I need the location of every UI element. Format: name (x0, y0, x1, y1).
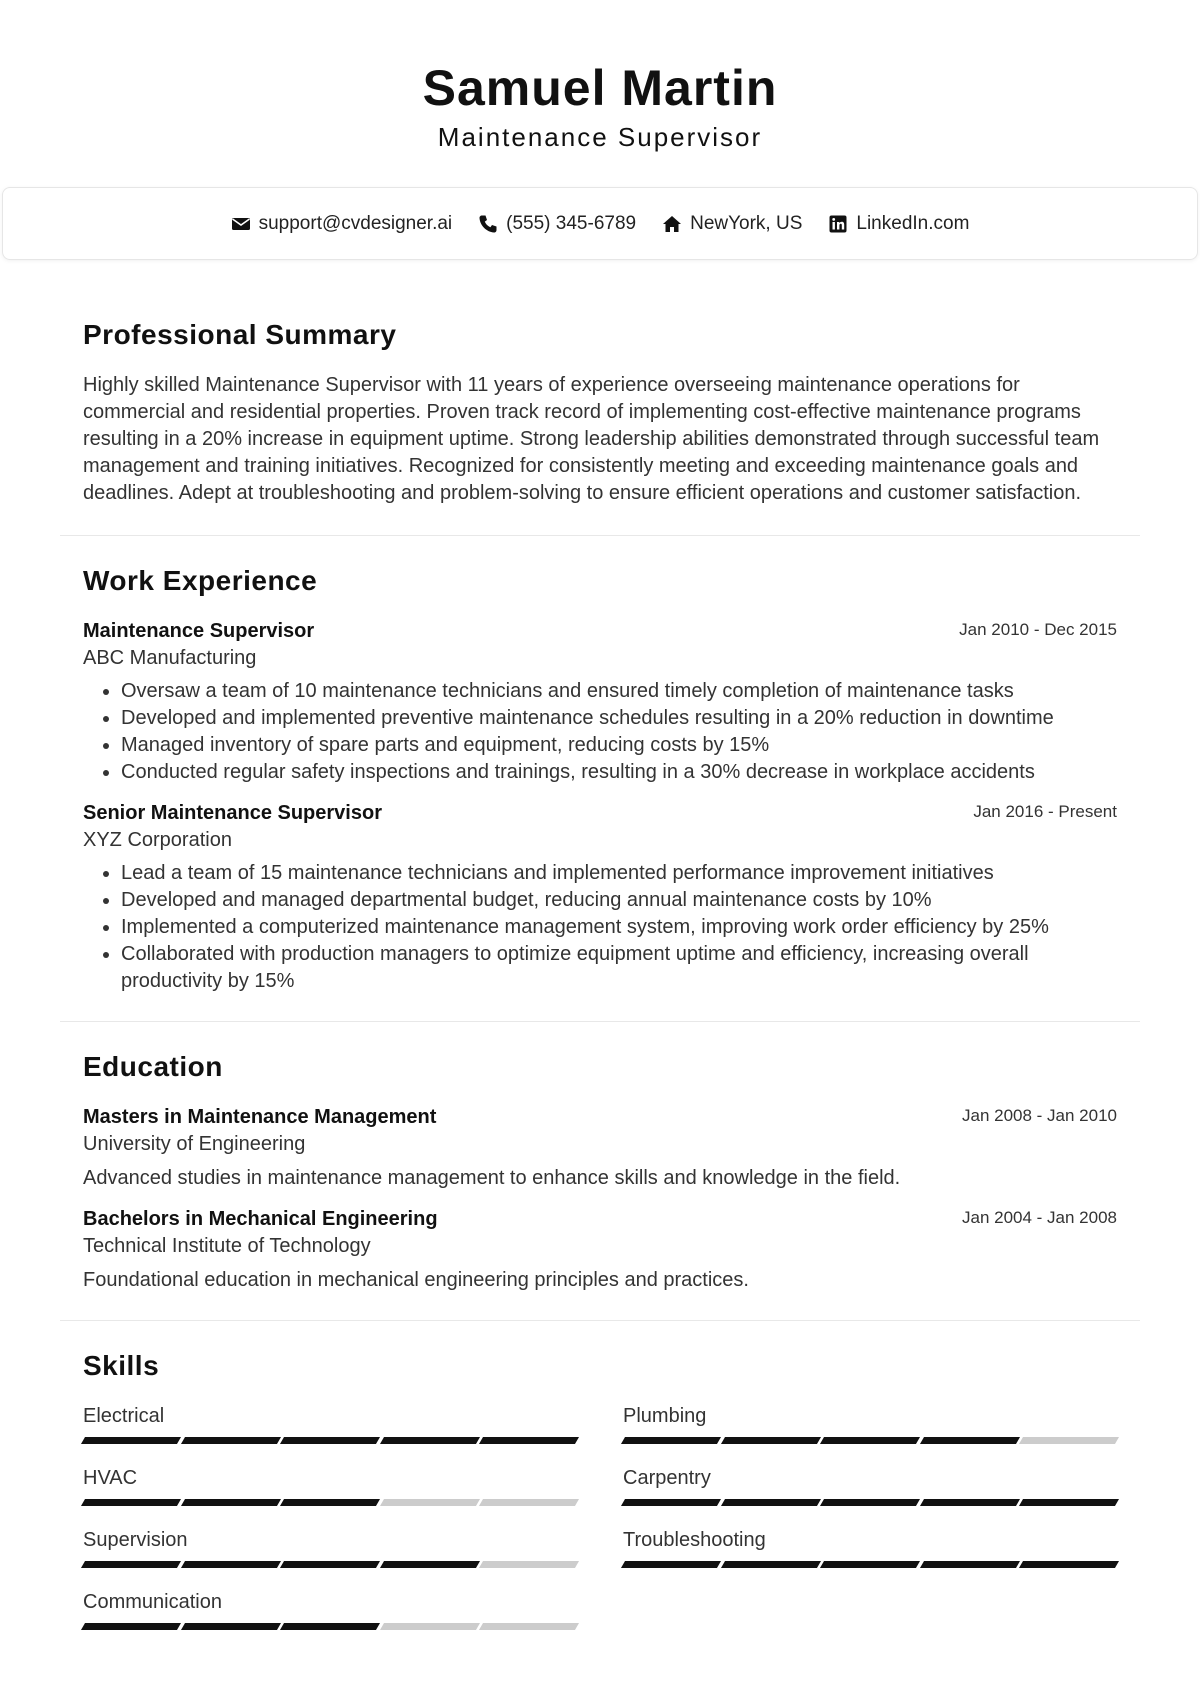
job-bullet: • Developed and managed departmental budget, reducing annual maintenance costs by 10% (121, 887, 1117, 914)
skill-segment-filled (820, 1499, 920, 1506)
education-entry (83, 1104, 1117, 1192)
skill-level-bar (83, 1561, 577, 1569)
skill-segment-filled (621, 1561, 721, 1568)
skill-item (83, 1527, 577, 1569)
skill-name: Troubleshooting (623, 1529, 766, 1551)
skill-name: Carpentry (623, 1467, 711, 1489)
contact-email[interactable] (231, 213, 453, 235)
job-entry (83, 618, 1117, 786)
section-divider (60, 1021, 1140, 1022)
linkedin-text: LinkedIn.com (856, 212, 970, 234)
skill-segment-filled (721, 1561, 821, 1568)
skill-segment-filled (920, 1437, 1020, 1444)
skill-segment-filled (81, 1623, 181, 1630)
skill-name: HVAC (83, 1467, 138, 1489)
job-company: XYZ Corporation (83, 829, 232, 851)
candidate-title: Maintenance Supervisor (437, 122, 763, 152)
education-dates: Jan 2008 - Jan 2010 (961, 1106, 1117, 1125)
skill-name: Communication (83, 1591, 222, 1613)
experience-heading: Work Experience (83, 565, 318, 596)
envelope-icon (231, 214, 251, 234)
resume-content (60, 290, 1140, 1651)
skill-segment-empty (479, 1623, 579, 1630)
contact-linkedin[interactable] (828, 213, 969, 235)
email-text: support@cvdesigner.ai (258, 212, 453, 234)
skill-segment-empty (479, 1561, 579, 1568)
linkedin-icon (828, 214, 848, 234)
skill-segment-filled (280, 1437, 380, 1444)
skill-segment-filled (820, 1561, 920, 1568)
skill-segment-filled (181, 1623, 281, 1630)
section-divider (60, 1320, 1140, 1321)
skill-level-bar (623, 1499, 1117, 1507)
job-bullets (83, 678, 1117, 786)
education-entry (83, 1206, 1117, 1294)
job-bullets (83, 860, 1117, 995)
education-heading: Education (83, 1051, 223, 1082)
skill-segment-filled (380, 1561, 480, 1568)
skill-segment-filled (181, 1499, 281, 1506)
skill-name: Electrical (83, 1405, 165, 1427)
skills-grid (83, 1403, 1117, 1651)
skill-segment-filled (81, 1437, 181, 1444)
skill-segment-empty (380, 1499, 480, 1506)
education-degree: Bachelors in Mechanical Engineering (83, 1208, 438, 1230)
education-degree: Masters in Maintenance Management (83, 1106, 437, 1128)
job-bullet: • Implemented a computerized maintenance management system, improving work order efficiency by 25% (121, 914, 1117, 941)
contact-bar (2, 187, 1198, 260)
job-bullet: • Developed and implemented preventive maintenance schedules resulting in a 20% reduction in downtime (121, 705, 1117, 732)
skill-level-bar (83, 1623, 577, 1631)
job-entry (83, 800, 1117, 995)
skill-segment-filled (280, 1623, 380, 1630)
education-description: Foundational education in mechanical engineering principles and practices. (83, 1269, 749, 1291)
skill-item (623, 1527, 1117, 1569)
skill-level-bar (623, 1437, 1117, 1445)
job-bullet: • Managed inventory of spare parts and equipment, reducing costs by 15% (121, 732, 1117, 759)
skill-item (83, 1465, 577, 1507)
job-dates: Jan 2016 - Present (973, 802, 1117, 821)
phone-icon (478, 214, 498, 234)
education-description: Advanced studies in maintenance management to enhance skills and knowledge in the field. (83, 1167, 901, 1189)
location-text: NewYork, US (690, 212, 803, 234)
education-school: Technical Institute of Technology (83, 1235, 371, 1257)
education-school: University of Engineering (83, 1133, 306, 1155)
skill-level-bar (623, 1561, 1117, 1569)
job-bullet: • Lead a team of 15 maintenance technicians and implemented performance improvement initiatives (121, 860, 1117, 887)
skill-segment-filled (1019, 1499, 1119, 1506)
skill-name: Plumbing (623, 1405, 707, 1427)
job-company: ABC Manufacturing (83, 647, 257, 669)
experience-section (60, 564, 1140, 995)
skill-item (83, 1403, 577, 1445)
job-dates: Jan 2010 - Dec 2015 (959, 620, 1117, 639)
contact-phone[interactable] (478, 213, 636, 235)
candidate-name: Samuel Martin (422, 60, 778, 116)
skill-segment-filled (920, 1561, 1020, 1568)
skills-section (60, 1349, 1140, 1651)
skill-segment-filled (721, 1499, 821, 1506)
skill-name: Supervision (83, 1529, 188, 1551)
job-bullet: • Oversaw a team of 10 maintenance technicians and ensured timely completion of maintenance tasks (121, 678, 1117, 705)
summary-section (60, 318, 1140, 507)
skill-segment-filled (479, 1437, 579, 1444)
phone-text: (555) 345-6789 (506, 212, 637, 234)
skill-segment-empty (479, 1499, 579, 1506)
summary-heading: Professional Summary (83, 319, 397, 350)
skill-segment-filled (1019, 1561, 1119, 1568)
skill-segment-filled (280, 1499, 380, 1506)
job-bullet: • Collaborated with production managers to optimize equipment uptime and efficiency, increasing overall productivity by 15% (121, 941, 1117, 995)
education-section (60, 1050, 1140, 1294)
skill-segment-filled (181, 1437, 281, 1444)
summary-text: Highly skilled Maintenance Supervisor with 11 years of experience overseeing maintenance operations for commercial and residential properties. Proven track record of implementing cost-effective maintenance programs resulting in a 20% increase in equipment uptime. Strong leadership abilities demonstrated through successful team management and training initiatives. Recognized for consistently meeting and exceeding maintenance goals and deadlines. Adept at troubleshooting and problem-solving to ensure efficient operations and customer satisfaction. (83, 374, 1100, 504)
skill-item (83, 1589, 577, 1631)
education-dates: Jan 2004 - Jan 2008 (961, 1208, 1117, 1227)
skill-segment-filled (380, 1437, 480, 1444)
contact-location (662, 213, 802, 235)
skill-level-bar (83, 1437, 577, 1445)
skill-segment-filled (820, 1437, 920, 1444)
skill-segment-filled (920, 1499, 1020, 1506)
skill-item (623, 1465, 1117, 1507)
skills-heading: Skills (83, 1350, 160, 1381)
skill-segment-empty (380, 1623, 480, 1630)
skill-segment-filled (181, 1561, 281, 1568)
skill-level-bar (83, 1499, 577, 1507)
home-icon (662, 214, 682, 234)
skill-segment-filled (621, 1437, 721, 1444)
job-bullet: • Conducted regular safety inspections and trainings, resulting in a 30% decrease in workplace accidents (121, 759, 1117, 786)
job-role: Senior Maintenance Supervisor (83, 802, 382, 824)
skill-segment-filled (280, 1561, 380, 1568)
skill-segment-filled (621, 1499, 721, 1506)
skill-segment-filled (81, 1499, 181, 1506)
skill-segment-empty (1019, 1437, 1119, 1444)
job-role: Maintenance Supervisor (83, 620, 315, 642)
skill-segment-filled (721, 1437, 821, 1444)
section-divider (60, 535, 1140, 536)
resume-header (0, 0, 1200, 152)
skill-segment-filled (81, 1561, 181, 1568)
skill-item (623, 1403, 1117, 1445)
